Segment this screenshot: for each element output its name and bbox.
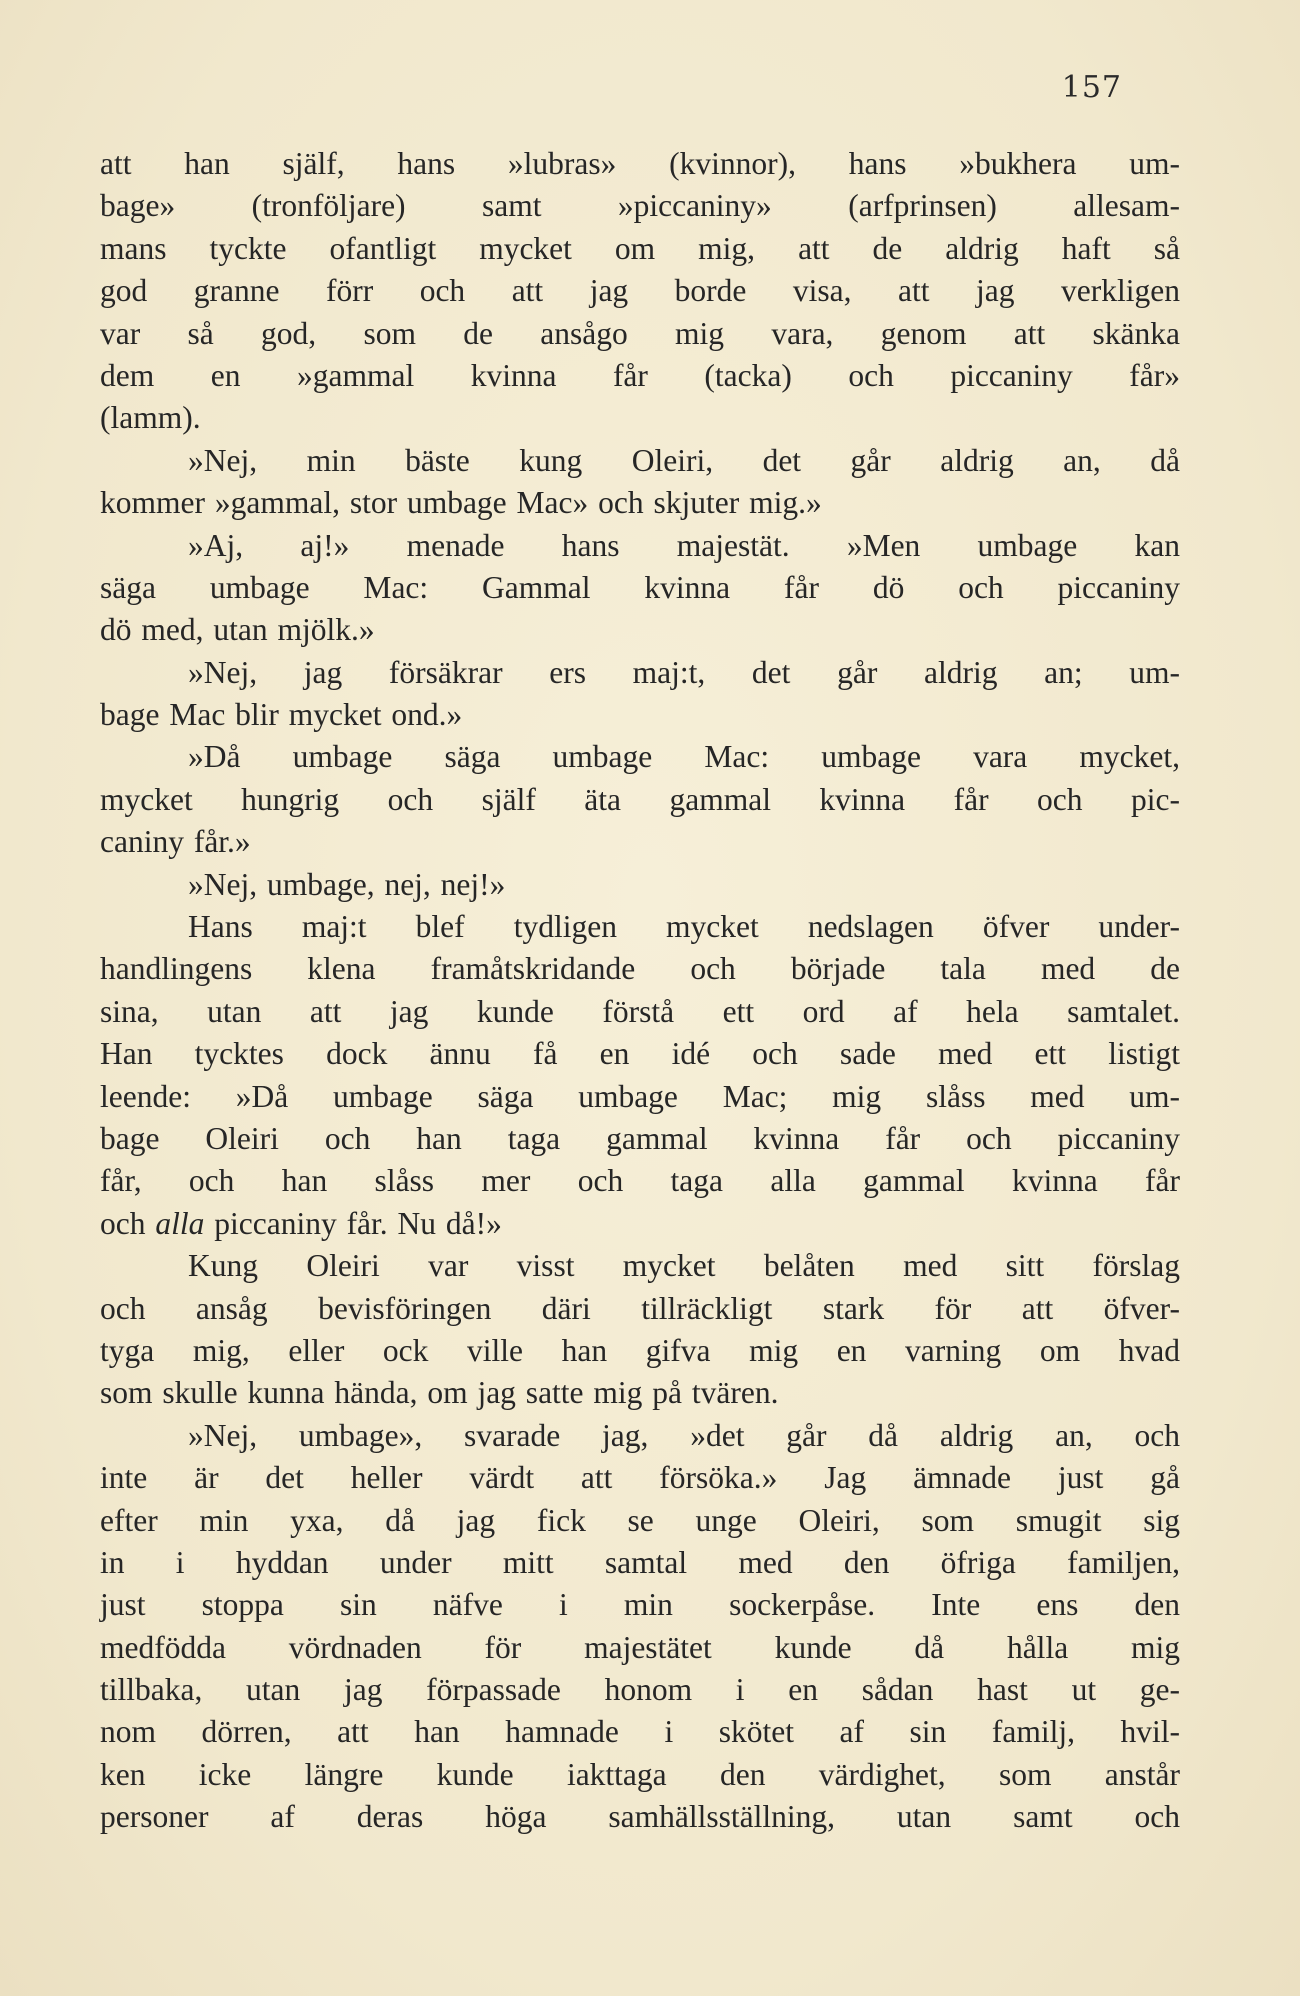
text-line: nom dörren, att han hamnade i skötet af sin familj, hvil-	[100, 1714, 1180, 1750]
text-line: inte är det heller värdt att försöka.» Jag ämnade just gå	[100, 1460, 1180, 1496]
text-line: dö med, utan mjölk.»	[100, 612, 375, 648]
text-line: god granne förr och att jag borde visa, att jag verkligen	[100, 273, 1180, 309]
text-line: medfödda vördnaden för majestätet kunde då hålla mig	[100, 1629, 1180, 1665]
text-line: »Då umbage säga umbage Mac: umbage vara mycket,	[188, 739, 1180, 775]
text-line: Han tycktes dock ännu få en idé och sade med ett listigt	[100, 1036, 1180, 1072]
text-line: efter min yxa, då jag fick se unge Oleiri, som smugit sig	[100, 1502, 1180, 1538]
text-line: Hans maj:t blef tydligen mycket nedslagen öfver under-	[188, 909, 1180, 945]
text-line: som skulle kunna hända, om jag satte mig på tvären.	[100, 1375, 779, 1411]
text-line: och alla piccaniny får. Nu då!»	[100, 1205, 502, 1241]
text-line: »Nej, jag försäkrar ers maj:t, det går aldrig an; um-	[188, 654, 1180, 690]
text-line: bage Oleiri och han taga gammal kvinna får och piccaniny	[100, 1120, 1180, 1156]
text-line: tyga mig, eller ock ville han gifva mig en varning om hvad	[100, 1332, 1180, 1368]
text-line: var så god, som de ansågo mig vara, genom att skänka	[100, 315, 1180, 351]
page-number: 157	[1061, 70, 1122, 105]
text-line: ken icke längre kunde iakttaga den värdighet, som anstår	[100, 1756, 1180, 1792]
text-line: leende: »Då umbage säga umbage Mac; mig slåss med um-	[100, 1078, 1180, 1114]
text-line: Kung Oleiri var visst mycket belåten med sitt förslag	[188, 1248, 1180, 1284]
text-line: mans tyckte ofantligt mycket om mig, att de aldrig haft så	[100, 230, 1180, 266]
text-line: tillbaka, utan jag förpassade honom i en sådan hast ut ge-	[100, 1672, 1180, 1708]
text-line: och ansåg bevisföringen däri tillräckligt stark för att öfver-	[100, 1290, 1180, 1326]
text-line: »Nej, umbage, nej, nej!»	[188, 866, 506, 902]
text-line: får, och han slåss mer och taga alla gammal kvinna får	[100, 1163, 1180, 1199]
text-line: mycket hungrig och själf äta gammal kvinna får och pic-	[100, 781, 1180, 817]
emphasis: alla	[155, 1205, 205, 1241]
text-line: »Nej, min bäste kung Oleiri, det går aldrig an, då	[188, 442, 1180, 478]
text-line: bage» (tronföljare) samt »piccaniny» (arfprinsen) allesam-	[100, 188, 1180, 224]
text-line: »Nej, umbage», svarade jag, »det går då aldrig an, och	[188, 1417, 1180, 1453]
text-line: säga umbage Mac: Gammal kvinna får dö och piccaniny	[100, 569, 1180, 605]
text-line: kommer »gammal, stor umbage Mac» och skjuter mig.»	[100, 485, 822, 521]
text-line: in i hyddan under mitt samtal med den öfriga familjen,	[100, 1544, 1180, 1580]
body-text	[100, 143, 1180, 1839]
text-line: att han själf, hans »lubras» (kvinnor), hans »bukhera um-	[100, 146, 1180, 181]
text-line: »Aj, aj!» menade hans majestät. »Men umbage kan	[188, 527, 1180, 563]
text-line: personer af deras höga samhällsställning, utan samt och	[100, 1799, 1180, 1835]
text-line: just stoppa sin näfve i min sockerpåse. Inte ens den	[100, 1587, 1180, 1623]
text-line: dem en »gammal kvinna får (tacka) och piccaniny får»	[100, 357, 1180, 393]
text-line: handlingens klena framåtskridande och började tala med de	[100, 951, 1180, 987]
text-line: (lamm).	[100, 400, 201, 436]
text-line: bage Mac blir mycket ond.»	[100, 697, 463, 733]
text-line: caniny får.»	[100, 824, 251, 860]
text-line: sina, utan att jag kunde förstå ett ord af hela samtalet.	[100, 993, 1180, 1029]
